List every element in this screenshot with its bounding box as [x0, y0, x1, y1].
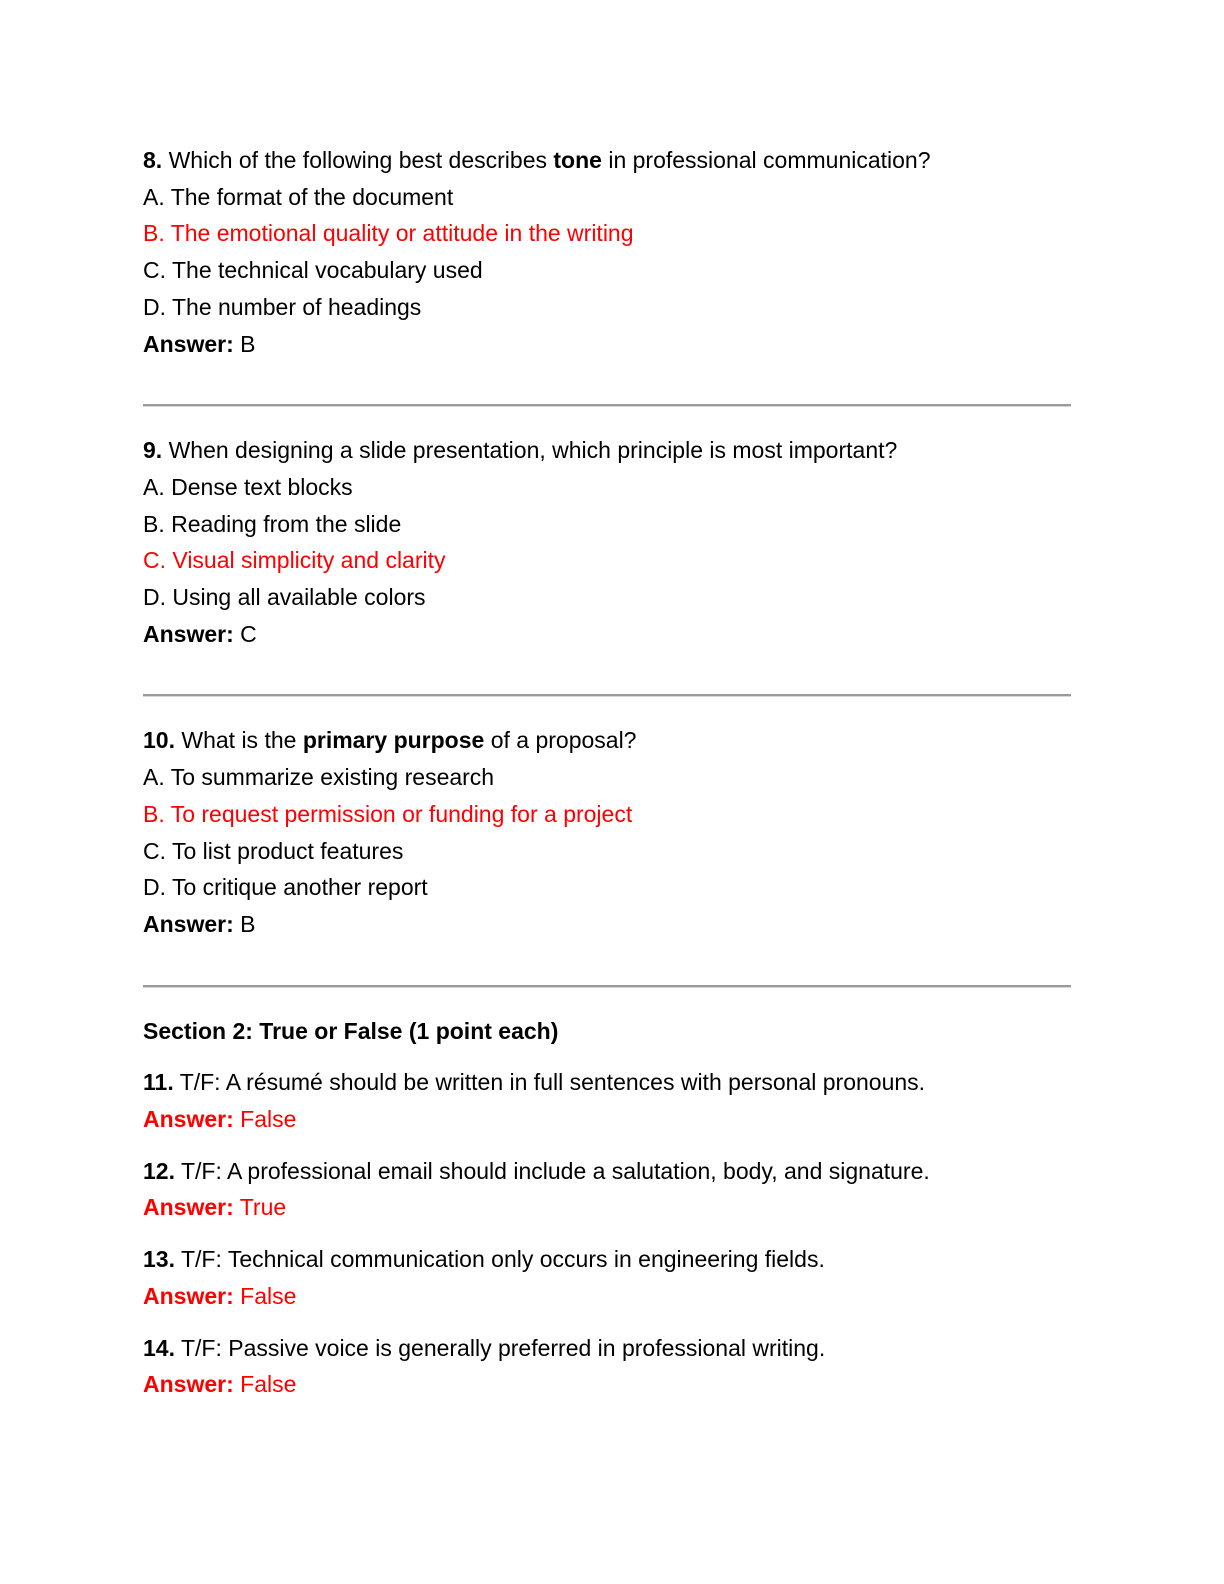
- document-page: [143, 142, 1071, 1418]
- divider: [143, 694, 1071, 697]
- option-d: D. Using all available colors: [143, 584, 426, 611]
- question-11: [143, 1064, 1071, 1137]
- option-c-correct: C. Visual simplicity and clarity: [143, 547, 446, 574]
- option-c: C. The technical vocabulary used: [143, 257, 483, 284]
- question-14: [143, 1330, 1071, 1403]
- option-b: B. Reading from the slide: [143, 510, 402, 537]
- question-14-stem: [143, 1330, 1071, 1367]
- answer-line: [143, 1189, 1071, 1226]
- option-c: C. To list product features: [143, 837, 404, 864]
- question-13-stem: [143, 1241, 1071, 1278]
- question-number: 13.: [143, 1246, 175, 1273]
- question-11-stem: [143, 1064, 1071, 1101]
- answer-label: Answer:: [143, 1282, 234, 1309]
- answer-value: False: [233, 1106, 297, 1133]
- question-13: [143, 1241, 1071, 1314]
- answer-line: [143, 616, 1071, 653]
- question-number: 10.: [143, 727, 175, 754]
- question-10: [143, 722, 1071, 942]
- question-10-stem: [143, 722, 1071, 759]
- question-text: T/F: A résumé should be written in full sentences with personal pronouns.: [173, 1069, 926, 1096]
- answer-line: [143, 1366, 1071, 1403]
- answer-line: [143, 906, 1071, 943]
- question-12-stem: [143, 1153, 1071, 1190]
- question-number: 11.: [143, 1069, 174, 1096]
- question-text: T/F: Technical communication only occurs in engineering fields.: [174, 1246, 825, 1273]
- question-keyword: tone: [553, 147, 602, 173]
- answer-label: Answer:: [143, 1371, 234, 1398]
- question-text: in professional communication?: [601, 147, 931, 173]
- question-number: 9.: [143, 437, 163, 464]
- answer-value: B: [233, 330, 256, 357]
- option-d: D. To critique another report: [143, 874, 428, 901]
- question-text: Which of the following best describes: [162, 147, 554, 173]
- question-text: When designing a slide presentation, which principle is most important?: [162, 437, 898, 464]
- answer-line: [143, 1278, 1071, 1315]
- question-8: [143, 142, 1071, 362]
- option-b-correct: B. To request permission or funding for a project: [143, 800, 633, 827]
- question-keyword: primary purpose: [302, 727, 485, 754]
- divider: [143, 404, 1071, 407]
- answer-value: C: [233, 620, 257, 647]
- question-number: 14.: [143, 1334, 175, 1361]
- question-12: [143, 1153, 1071, 1226]
- option-a: A. The format of the document: [143, 183, 454, 210]
- answer-label: Answer:: [143, 330, 234, 357]
- answer-line: [143, 1101, 1071, 1138]
- answer-value: False: [233, 1282, 297, 1309]
- option-a: A. To summarize existing research: [143, 764, 495, 791]
- option-a: A. Dense text blocks: [143, 473, 353, 500]
- answer-label: Answer:: [143, 1194, 234, 1221]
- question-text: of a proposal?: [484, 727, 637, 754]
- option-d: D. The number of headings: [143, 293, 422, 320]
- answer-label: Answer:: [143, 910, 234, 937]
- section-heading: [143, 1013, 1071, 1050]
- question-text: T/F: Passive voice is generally preferred in professional writing.: [174, 1334, 826, 1361]
- answer-label: Answer:: [143, 620, 234, 647]
- answer-value: B: [233, 910, 256, 937]
- answer-value: False: [233, 1371, 297, 1398]
- question-9: [143, 432, 1071, 652]
- section-heading-text: Section 2: True or False (1 point each): [143, 1017, 559, 1044]
- question-text: T/F: A professional email should include a salutation, body, and signature.: [174, 1157, 930, 1184]
- question-number: 12.: [143, 1157, 175, 1184]
- question-9-stem: [143, 432, 1071, 469]
- answer-label: Answer:: [143, 1106, 234, 1133]
- answer-value: True: [233, 1194, 287, 1221]
- divider: [143, 985, 1071, 988]
- question-text: What is the: [174, 727, 303, 754]
- question-8-stem: [143, 142, 1071, 179]
- answer-line: [143, 326, 1071, 363]
- question-number: 8.: [143, 147, 163, 173]
- option-b-correct: B. The emotional quality or attitude in the writing: [143, 220, 634, 247]
